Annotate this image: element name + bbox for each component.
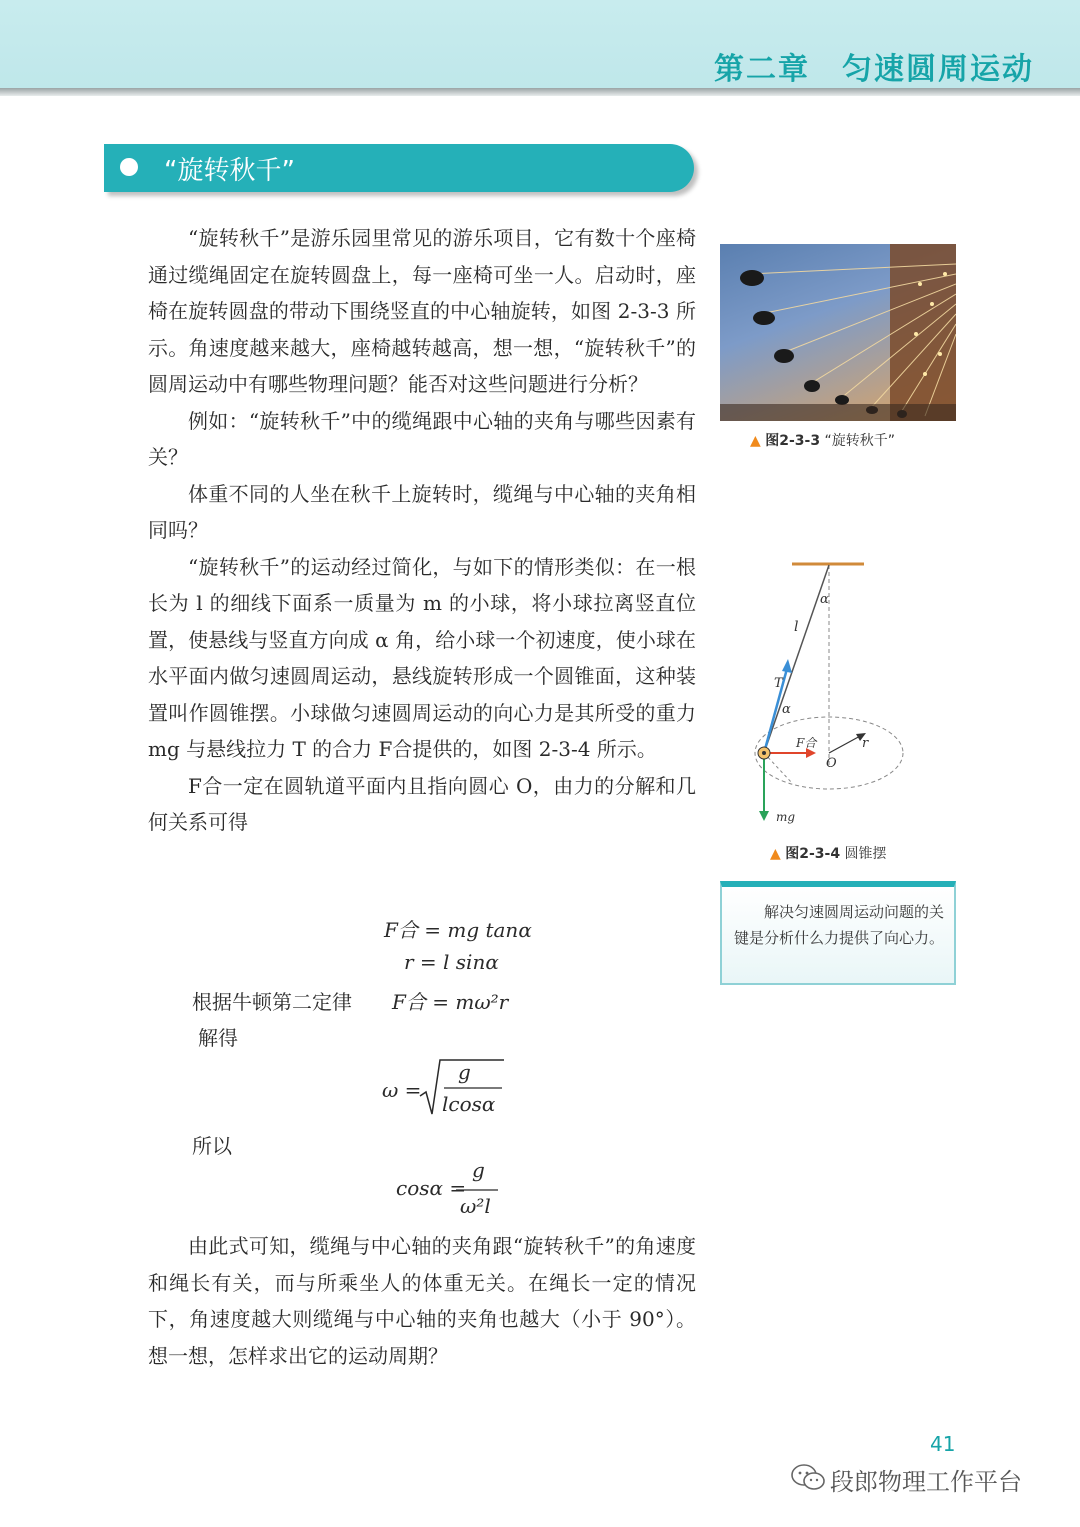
figure-caption-1	[750, 430, 895, 450]
swing-ride-illustration	[720, 244, 956, 421]
main-text	[148, 220, 696, 841]
section-title: “旋转秋千”	[164, 156, 295, 186]
figure-title: “旋转秋千”	[824, 433, 896, 449]
figure-number: 图2-3-3	[765, 433, 821, 449]
page-header	[0, 0, 1080, 88]
page-number: 41	[930, 1432, 956, 1456]
radius-line	[829, 735, 862, 753]
label-alpha-top: α	[820, 592, 829, 607]
paragraph: “旋转秋千”是游乐园里常见的游乐项目，它有数十个座椅通过缆绳固定在旋转圆盘上，每一座椅可坐一人。启动时，座椅在旋转圆盘的带动下围绕竖直的中心轴旋转，如图 2-3-3 所示。角速度越来越大，座椅越转越高，想一想，“旋转秋千”的圆周运动中有哪些物理问题？能否对这些问题进行分析？	[148, 226, 696, 396]
gravity-arrowhead	[759, 811, 769, 821]
label-alpha-side: α	[782, 702, 791, 717]
swing-ride-photo	[720, 244, 956, 421]
figure-number: 图2-3-4	[785, 846, 841, 862]
watermark: 段郎物理工作平台	[830, 1468, 1022, 1496]
omega-lhs: ω =	[382, 1078, 422, 1102]
omega-numerator: g	[458, 1060, 471, 1084]
label-r: r	[862, 736, 869, 751]
equation-newton: F合 = mω²r	[392, 990, 509, 1014]
note-text: 解决匀速圆周运动问题的关键是分析什么力提供了向心力。	[734, 903, 945, 947]
equation-radius: r = l sinα	[404, 950, 499, 974]
label-T: T	[774, 676, 783, 691]
newton-label: 根据牛顿第二定律	[192, 990, 352, 1014]
omega-denominator: lcosα	[442, 1092, 496, 1116]
paragraph: F合一定在圆轨道平面内且指向圆心 O，由力的分解和几何关系可得	[148, 773, 696, 834]
section-banner	[104, 144, 694, 192]
label-O: O	[826, 756, 837, 771]
bullet-dot-icon	[120, 158, 138, 176]
equation-centripetal: F合 = mg tanα	[384, 918, 532, 942]
triangle-icon: ▲	[750, 433, 761, 449]
paragraph: “旋转秋千”的运动经过简化，与如下的情形类似：在一根长为 l 的细线下面系一质量为 m 的小球，将小球拉离竖直位置，使悬线与竖直方向成 α 角，给小球一个初速度，使小球在水平面内做匀速圆周运动，悬线旋转形成一个圆锥面，这种装置叫作圆锥摆。小球做匀速圆周运动的向心力是其所受的重力 mg 与悬线拉力 T 的合力 F合提供的，如图 2-3-4 所示。	[148, 554, 696, 761]
figure-caption-2	[770, 843, 887, 863]
note-box	[720, 881, 956, 985]
label-F: F合	[796, 736, 817, 750]
cos-numerator: g	[472, 1158, 485, 1182]
solve-label: 解得	[198, 1026, 238, 1050]
header-shadow	[0, 88, 1080, 96]
paragraph: 体重不同的人坐在秋千上旋转时，缆绳与中心轴的夹角相同吗？	[148, 481, 696, 542]
triangle-icon: ▲	[770, 846, 781, 862]
so-label: 所以	[192, 1134, 232, 1158]
wechat-icon	[790, 1462, 826, 1492]
cos-lhs: cosα =	[396, 1176, 467, 1200]
label-l: l	[794, 619, 799, 635]
chapter-title: 第二章 匀速圆周运动	[714, 52, 1034, 87]
conical-pendulum-diagram	[740, 555, 920, 835]
cos-denominator: ω²l	[460, 1194, 491, 1218]
paragraph: 例如：“旋转秋千”中的缆绳跟中心轴的夹角与哪些因素有关？	[148, 408, 696, 469]
conclusion-paragraph: 由此式可知，缆绳与中心轴的夹角跟“旋转秋千”的角速度和绳长有关，而与所乘坐人的体重无关。在绳长一定的情况下，角速度越大则缆绳与中心轴的夹角也越大（小于 90°）。想一想，怎样求出它的运动周期？	[148, 1234, 696, 1368]
tension-arrowhead	[782, 659, 792, 673]
figure-title: 圆锥摆	[844, 846, 887, 862]
fraction-bar	[456, 1188, 500, 1192]
label-mg: mg	[776, 810, 796, 824]
